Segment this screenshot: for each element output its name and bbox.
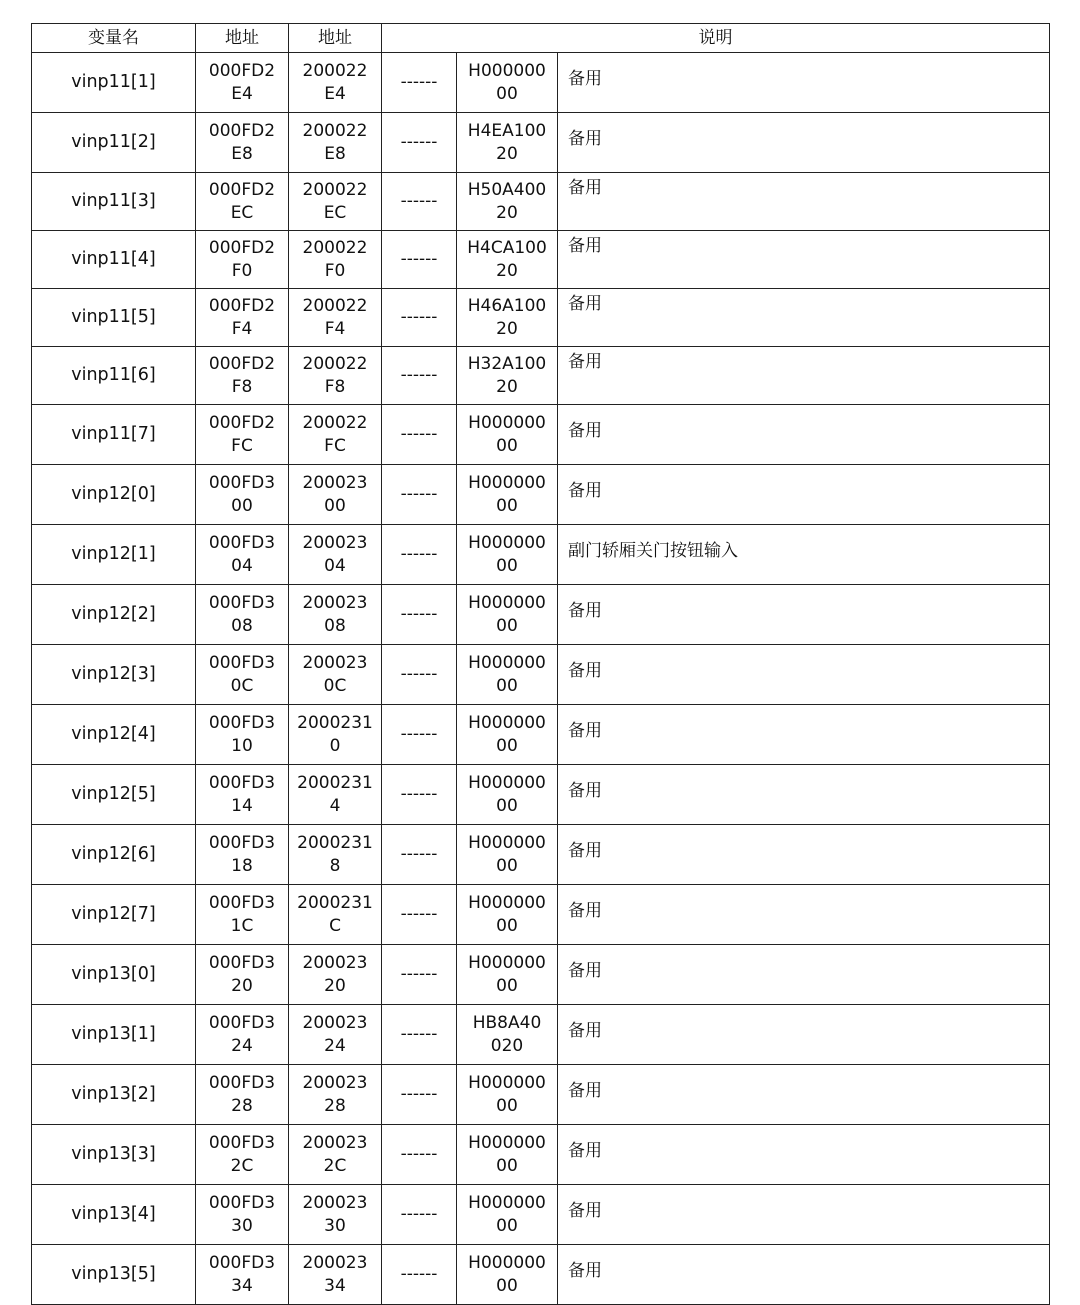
- table-row: [32, 645, 1050, 705]
- dash-cell: ------: [382, 113, 457, 173]
- description-cell: 备用: [558, 1125, 1050, 1185]
- address-line: 0C: [230, 675, 254, 696]
- address-line: 000FD3: [208, 892, 276, 913]
- value-line: H46A100: [467, 295, 547, 316]
- address-line: 200023: [302, 1192, 368, 1213]
- address-line: 1C: [230, 915, 254, 936]
- address-line: E4: [324, 83, 346, 104]
- address-line: 000FD3: [208, 592, 276, 613]
- table-row: [32, 705, 1050, 765]
- address-line: F4: [324, 318, 346, 339]
- default-value-cell: [457, 1125, 558, 1185]
- address-1-cell: [196, 1005, 289, 1065]
- value-line: H000000: [468, 592, 546, 613]
- value-line: 00: [496, 83, 518, 104]
- dash-cell: ------: [382, 1005, 457, 1065]
- description-cell: 备用: [558, 825, 1050, 885]
- variable-name-cell: vinp11[1]: [32, 53, 196, 113]
- value-line: 00: [496, 675, 518, 696]
- description-cell: 备用: [558, 645, 1050, 705]
- value-line: 00: [496, 435, 518, 456]
- address-1-cell: [196, 1185, 289, 1245]
- default-value-cell: [457, 173, 558, 231]
- default-value-cell: [457, 231, 558, 289]
- value-line: H000000: [468, 1132, 546, 1153]
- address-line: 000FD3: [208, 1072, 276, 1093]
- address-1-cell: [196, 231, 289, 289]
- address-line: 34: [231, 1275, 253, 1296]
- description-cell: 备用: [558, 1185, 1050, 1245]
- address-line: 00: [324, 495, 346, 516]
- address-1-cell: [196, 465, 289, 525]
- variable-name-cell: vinp13[5]: [32, 1245, 196, 1305]
- value-line: 00: [496, 975, 518, 996]
- value-line: H000000: [468, 532, 546, 553]
- value-line: 00: [496, 495, 518, 516]
- value-line: H000000: [468, 712, 546, 733]
- address-line: 000FD2: [208, 237, 276, 258]
- dash-cell: ------: [382, 1185, 457, 1245]
- table-row: [32, 1065, 1050, 1125]
- address-line: 000FD2: [208, 412, 276, 433]
- dash-cell: ------: [382, 231, 457, 289]
- default-value-cell: [457, 1245, 558, 1305]
- variable-name-cell: vinp12[7]: [32, 885, 196, 945]
- dash-cell: ------: [382, 465, 457, 525]
- address-1-cell: [196, 173, 289, 231]
- description-cell: 备用: [558, 347, 1050, 405]
- table-row: [32, 1005, 1050, 1065]
- address-2-cell: [289, 405, 382, 465]
- description-cell: 副门轿厢关门按钮输入: [558, 525, 1050, 585]
- address-line: 28: [231, 1095, 253, 1116]
- description-cell: 备用: [558, 1065, 1050, 1125]
- address-1-cell: [196, 585, 289, 645]
- variable-name-cell: vinp12[5]: [32, 765, 196, 825]
- value-line: 00: [496, 1215, 518, 1236]
- description-cell: 备用: [558, 1245, 1050, 1305]
- description-cell: 备用: [558, 945, 1050, 1005]
- address-line: 04: [231, 555, 253, 576]
- value-line: H000000: [468, 652, 546, 673]
- address-2-cell: [289, 113, 382, 173]
- address-line: 000FD3: [208, 652, 276, 673]
- address-line: E4: [231, 83, 253, 104]
- table-row: [32, 231, 1050, 289]
- address-line: EC: [323, 202, 347, 223]
- dash-cell: ------: [382, 173, 457, 231]
- table-row: [32, 585, 1050, 645]
- address-2-cell: [289, 585, 382, 645]
- table-row: [32, 347, 1050, 405]
- default-value-cell: [457, 945, 558, 1005]
- table-row: [32, 289, 1050, 347]
- dash-cell: ------: [382, 945, 457, 1005]
- variable-name-cell: vinp12[2]: [32, 585, 196, 645]
- address-line: 00: [231, 495, 253, 516]
- address-line: F0: [324, 260, 346, 281]
- table-row: [32, 53, 1050, 113]
- address-2-cell: [289, 765, 382, 825]
- address-line: 08: [324, 615, 346, 636]
- variable-name-cell: vinp12[4]: [32, 705, 196, 765]
- address-line: 000FD3: [208, 832, 276, 853]
- address-line: 200022: [302, 120, 368, 141]
- address-line: 4: [329, 795, 341, 816]
- address-line: 2000231: [297, 832, 373, 853]
- variable-name-cell: vinp12[0]: [32, 465, 196, 525]
- value-line: 00: [496, 915, 518, 936]
- table-row: [32, 885, 1050, 945]
- table-row: [32, 945, 1050, 1005]
- default-value-cell: [457, 705, 558, 765]
- value-line: H000000: [468, 412, 546, 433]
- dash-cell: ------: [382, 825, 457, 885]
- address-line: 000FD3: [208, 712, 276, 733]
- variable-name-cell: vinp11[2]: [32, 113, 196, 173]
- default-value-cell: [457, 1065, 558, 1125]
- address-line: 000FD3: [208, 952, 276, 973]
- header-variable-name: 变量名: [32, 24, 196, 53]
- address-line: F8: [231, 376, 253, 397]
- address-line: 0: [329, 735, 341, 756]
- dash-cell: ------: [382, 885, 457, 945]
- address-line: 200022: [302, 295, 368, 316]
- variable-name-cell: vinp12[6]: [32, 825, 196, 885]
- variable-name-cell: vinp11[5]: [32, 289, 196, 347]
- address-line: 000FD2: [208, 120, 276, 141]
- address-line: 24: [324, 1035, 346, 1056]
- address-line: 200023: [302, 1072, 368, 1093]
- address-1-cell: [196, 1125, 289, 1185]
- description-cell: 备用: [558, 765, 1050, 825]
- value-line: H000000: [468, 1072, 546, 1093]
- address-2-cell: [289, 825, 382, 885]
- address-line: 200023: [302, 472, 368, 493]
- address-1-cell: [196, 347, 289, 405]
- address-line: 20: [231, 975, 253, 996]
- value-line: H000000: [468, 892, 546, 913]
- value-line: HB8A40: [472, 1012, 542, 1033]
- header-address-1: 地址: [196, 24, 289, 53]
- address-line: 000FD3: [208, 472, 276, 493]
- address-1-cell: [196, 405, 289, 465]
- address-line: 000FD2: [208, 353, 276, 374]
- address-2-cell: [289, 289, 382, 347]
- address-2-cell: [289, 705, 382, 765]
- description-cell: 备用: [558, 1005, 1050, 1065]
- dash-cell: ------: [382, 705, 457, 765]
- variable-name-cell: vinp11[6]: [32, 347, 196, 405]
- address-line: E8: [324, 143, 346, 164]
- value-line: H4EA100: [467, 120, 547, 141]
- table-row: [32, 405, 1050, 465]
- address-1-cell: [196, 705, 289, 765]
- address-line: 000FD2: [208, 60, 276, 81]
- address-2-cell: [289, 1065, 382, 1125]
- dash-cell: ------: [382, 1065, 457, 1125]
- description-cell: 备用: [558, 231, 1050, 289]
- default-value-cell: [457, 289, 558, 347]
- address-line: 000FD2: [208, 295, 276, 316]
- variable-name-cell: vinp12[3]: [32, 645, 196, 705]
- dash-cell: ------: [382, 525, 457, 585]
- address-line: 000FD3: [208, 532, 276, 553]
- address-line: 200023: [302, 1132, 368, 1153]
- address-line: 200023: [302, 592, 368, 613]
- address-line: 200022: [302, 353, 368, 374]
- address-line: 10: [231, 735, 253, 756]
- address-2-cell: [289, 885, 382, 945]
- address-line: FC: [324, 435, 346, 456]
- default-value-cell: [457, 885, 558, 945]
- register-table-container: [31, 23, 1050, 1305]
- default-value-cell: [457, 347, 558, 405]
- address-line: 200023: [302, 652, 368, 673]
- address-1-cell: [196, 53, 289, 113]
- address-line: 30: [324, 1215, 346, 1236]
- default-value-cell: [457, 113, 558, 173]
- address-line: 8: [329, 855, 341, 876]
- dash-cell: ------: [382, 765, 457, 825]
- address-1-cell: [196, 885, 289, 945]
- table-row: [32, 1245, 1050, 1305]
- address-1-cell: [196, 645, 289, 705]
- address-line: 000FD3: [208, 772, 276, 793]
- value-line: 00: [496, 1155, 518, 1176]
- address-line: 28: [324, 1095, 346, 1116]
- value-line: 00: [496, 555, 518, 576]
- table-row: [32, 825, 1050, 885]
- value-line: H000000: [468, 1192, 546, 1213]
- address-line: 2000231: [297, 712, 373, 733]
- value-line: H000000: [468, 1252, 546, 1273]
- address-line: 000FD3: [208, 1192, 276, 1213]
- address-line: 34: [324, 1275, 346, 1296]
- address-line: 18: [231, 855, 253, 876]
- address-2-cell: [289, 347, 382, 405]
- address-line: 2C: [323, 1155, 347, 1176]
- value-line: 00: [496, 1275, 518, 1296]
- description-cell: 备用: [558, 289, 1050, 347]
- variable-name-cell: vinp11[7]: [32, 405, 196, 465]
- dash-cell: ------: [382, 405, 457, 465]
- table-body: [32, 53, 1050, 1305]
- header-address-2: 地址: [289, 24, 382, 53]
- variable-name-cell: vinp11[4]: [32, 231, 196, 289]
- address-line: E8: [231, 143, 253, 164]
- address-line: 30: [231, 1215, 253, 1236]
- default-value-cell: [457, 765, 558, 825]
- description-cell: 备用: [558, 113, 1050, 173]
- address-2-cell: [289, 525, 382, 585]
- address-line: 2C: [230, 1155, 254, 1176]
- variable-name-cell: vinp13[2]: [32, 1065, 196, 1125]
- variable-name-cell: vinp13[0]: [32, 945, 196, 1005]
- default-value-cell: [457, 1185, 558, 1245]
- dash-cell: ------: [382, 53, 457, 113]
- value-line: H000000: [468, 952, 546, 973]
- table-row: [32, 173, 1050, 231]
- address-line: C: [329, 915, 341, 936]
- description-cell: 备用: [558, 885, 1050, 945]
- table-row: [32, 465, 1050, 525]
- address-1-cell: [196, 765, 289, 825]
- address-line: 200023: [302, 1012, 368, 1033]
- address-line: FC: [231, 435, 253, 456]
- address-1-cell: [196, 825, 289, 885]
- address-2-cell: [289, 1245, 382, 1305]
- default-value-cell: [457, 405, 558, 465]
- default-value-cell: [457, 645, 558, 705]
- variable-name-cell: vinp13[3]: [32, 1125, 196, 1185]
- address-2-cell: [289, 465, 382, 525]
- table-row: [32, 1185, 1050, 1245]
- description-cell: 备用: [558, 465, 1050, 525]
- address-line: 08: [231, 615, 253, 636]
- address-2-cell: [289, 173, 382, 231]
- address-line: 0C: [323, 675, 347, 696]
- address-line: 2000231: [297, 892, 373, 913]
- address-line: F0: [231, 260, 253, 281]
- header-row: [32, 24, 1050, 53]
- value-line: H4CA100: [467, 237, 547, 258]
- address-line: 20: [324, 975, 346, 996]
- value-line: 20: [496, 143, 518, 164]
- address-line: 000FD3: [208, 1132, 276, 1153]
- value-line: 020: [490, 1035, 524, 1056]
- address-1-cell: [196, 525, 289, 585]
- default-value-cell: [457, 825, 558, 885]
- address-line: 200023: [302, 1252, 368, 1273]
- address-line: 2000231: [297, 772, 373, 793]
- header-description: 说明: [382, 24, 1050, 53]
- dash-cell: ------: [382, 289, 457, 347]
- address-line: 200022: [302, 179, 368, 200]
- address-line: 000FD3: [208, 1252, 276, 1273]
- table-row: [32, 113, 1050, 173]
- value-line: H32A100: [467, 353, 547, 374]
- value-line: H000000: [468, 472, 546, 493]
- value-line: 20: [496, 376, 518, 397]
- description-cell: 备用: [558, 405, 1050, 465]
- address-1-cell: [196, 113, 289, 173]
- dash-cell: ------: [382, 585, 457, 645]
- address-2-cell: [289, 1005, 382, 1065]
- value-line: 00: [496, 795, 518, 816]
- value-line: 00: [496, 735, 518, 756]
- address-line: 14: [231, 795, 253, 816]
- address-1-cell: [196, 289, 289, 347]
- value-line: H000000: [468, 772, 546, 793]
- value-line: 20: [496, 202, 518, 223]
- value-line: H50A400: [467, 179, 547, 200]
- address-line: 04: [324, 555, 346, 576]
- value-line: H000000: [468, 60, 546, 81]
- table-row: [32, 765, 1050, 825]
- description-cell: 备用: [558, 53, 1050, 113]
- address-2-cell: [289, 945, 382, 1005]
- variable-name-cell: vinp13[4]: [32, 1185, 196, 1245]
- address-line: 200023: [302, 952, 368, 973]
- address-line: 200022: [302, 412, 368, 433]
- value-line: 20: [496, 318, 518, 339]
- dash-cell: ------: [382, 1245, 457, 1305]
- description-cell: 备用: [558, 585, 1050, 645]
- address-line: 200022: [302, 237, 368, 258]
- address-2-cell: [289, 53, 382, 113]
- address-line: 24: [231, 1035, 253, 1056]
- address-line: 200022: [302, 60, 368, 81]
- variable-name-cell: vinp13[1]: [32, 1005, 196, 1065]
- description-cell: 备用: [558, 173, 1050, 231]
- address-2-cell: [289, 231, 382, 289]
- address-2-cell: [289, 1125, 382, 1185]
- default-value-cell: [457, 53, 558, 113]
- value-line: 00: [496, 855, 518, 876]
- address-line: F4: [231, 318, 253, 339]
- address-2-cell: [289, 645, 382, 705]
- value-line: H000000: [468, 832, 546, 853]
- dash-cell: ------: [382, 347, 457, 405]
- address-line: 000FD3: [208, 1012, 276, 1033]
- value-line: 00: [496, 615, 518, 636]
- address-1-cell: [196, 1245, 289, 1305]
- value-line: 20: [496, 260, 518, 281]
- value-line: 00: [496, 1095, 518, 1116]
- dash-cell: ------: [382, 645, 457, 705]
- variable-name-cell: vinp11[3]: [32, 173, 196, 231]
- description-cell: 备用: [558, 705, 1050, 765]
- default-value-cell: [457, 1005, 558, 1065]
- table-row: [32, 525, 1050, 585]
- dash-cell: ------: [382, 1125, 457, 1185]
- default-value-cell: [457, 465, 558, 525]
- address-1-cell: [196, 945, 289, 1005]
- address-2-cell: [289, 1185, 382, 1245]
- variable-name-cell: vinp12[1]: [32, 525, 196, 585]
- address-1-cell: [196, 1065, 289, 1125]
- address-line: F8: [324, 376, 346, 397]
- address-line: 000FD2: [208, 179, 276, 200]
- address-line: EC: [230, 202, 254, 223]
- default-value-cell: [457, 585, 558, 645]
- address-line: 200023: [302, 532, 368, 553]
- table-row: [32, 1125, 1050, 1185]
- register-table: [31, 23, 1050, 1305]
- default-value-cell: [457, 525, 558, 585]
